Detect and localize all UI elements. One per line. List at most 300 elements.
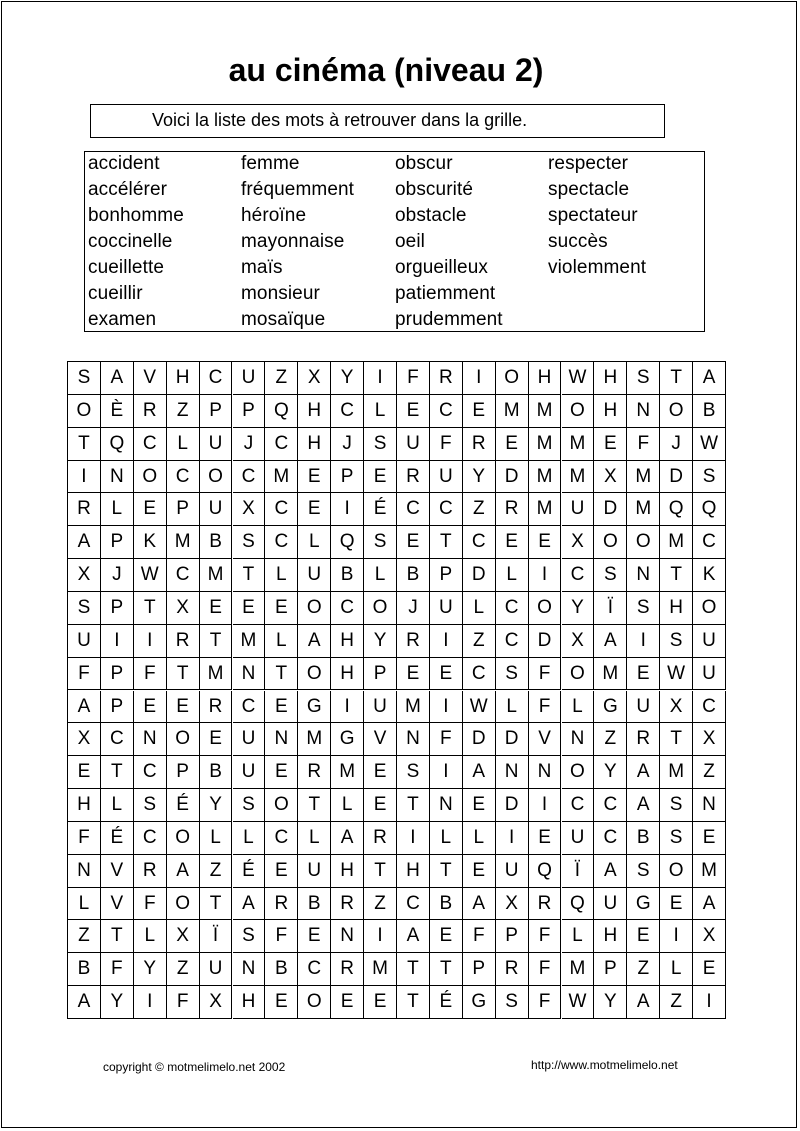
grid-cell[interactable]: R (496, 953, 529, 986)
grid-cell[interactable]: O (627, 526, 660, 559)
grid-cell[interactable]: H (298, 428, 331, 461)
grid-cell[interactable]: T (430, 526, 463, 559)
grid-cell[interactable]: A (101, 362, 134, 395)
grid-cell[interactable]: E (364, 756, 397, 789)
grid-cell[interactable]: S (594, 559, 627, 592)
grid-cell[interactable]: L (68, 888, 101, 921)
grid-cell[interactable]: M (265, 461, 298, 494)
grid-cell[interactable]: D (496, 723, 529, 756)
grid-cell[interactable]: E (298, 461, 331, 494)
grid-cell[interactable]: E (200, 723, 233, 756)
grid-cell[interactable]: L (562, 920, 595, 953)
grid-cell[interactable]: I (68, 461, 101, 494)
grid-cell[interactable]: M (233, 625, 266, 658)
grid-cell[interactable]: T (430, 855, 463, 888)
grid-cell[interactable]: C (397, 888, 430, 921)
grid-cell[interactable]: F (68, 822, 101, 855)
grid-cell[interactable]: O (496, 362, 529, 395)
grid-cell[interactable]: B (68, 953, 101, 986)
grid-cell[interactable]: O (298, 658, 331, 691)
grid-cell[interactable]: C (167, 559, 200, 592)
grid-cell[interactable]: T (397, 789, 430, 822)
grid-cell[interactable]: R (331, 953, 364, 986)
grid-cell[interactable]: L (364, 395, 397, 428)
grid-cell[interactable]: E (693, 953, 726, 986)
grid-cell[interactable]: C (331, 395, 364, 428)
grid-cell[interactable]: M (594, 658, 627, 691)
grid-cell[interactable]: H (331, 855, 364, 888)
grid-cell[interactable]: L (101, 493, 134, 526)
grid-cell[interactable]: O (265, 789, 298, 822)
grid-cell[interactable]: X (298, 362, 331, 395)
grid-cell[interactable]: F (529, 920, 562, 953)
grid-cell[interactable]: G (594, 691, 627, 724)
grid-cell[interactable]: R (397, 625, 430, 658)
grid-cell[interactable]: I (529, 789, 562, 822)
grid-cell[interactable]: A (68, 986, 101, 1019)
grid-cell[interactable]: V (364, 723, 397, 756)
grid-cell[interactable]: T (200, 888, 233, 921)
grid-cell[interactable]: A (331, 822, 364, 855)
grid-cell[interactable]: C (594, 789, 627, 822)
grid-cell[interactable]: E (627, 920, 660, 953)
grid-cell[interactable]: E (265, 592, 298, 625)
grid-cell[interactable]: A (627, 756, 660, 789)
grid-cell[interactable]: I (430, 625, 463, 658)
grid-cell[interactable]: R (430, 362, 463, 395)
grid-cell[interactable]: L (562, 691, 595, 724)
grid-cell[interactable]: W (134, 559, 167, 592)
grid-cell[interactable]: C (298, 953, 331, 986)
grid-cell[interactable]: E (331, 986, 364, 1019)
grid-cell[interactable]: L (430, 822, 463, 855)
grid-cell[interactable]: C (693, 526, 726, 559)
grid-cell[interactable]: S (496, 986, 529, 1019)
grid-cell[interactable]: A (298, 625, 331, 658)
grid-cell[interactable]: F (265, 920, 298, 953)
grid-cell[interactable]: B (298, 888, 331, 921)
grid-cell[interactable]: L (463, 822, 496, 855)
grid-cell[interactable]: S (627, 855, 660, 888)
grid-cell[interactable]: Z (660, 986, 693, 1019)
grid-cell[interactable]: P (233, 395, 266, 428)
grid-cell[interactable]: Y (101, 986, 134, 1019)
grid-cell[interactable]: R (463, 428, 496, 461)
grid-cell[interactable]: T (298, 789, 331, 822)
grid-cell[interactable]: E (233, 592, 266, 625)
grid-cell[interactable]: B (397, 559, 430, 592)
grid-cell[interactable]: I (134, 986, 167, 1019)
grid-cell[interactable]: C (496, 625, 529, 658)
grid-cell[interactable]: V (134, 362, 167, 395)
grid-cell[interactable]: X (200, 986, 233, 1019)
grid-cell[interactable]: F (529, 986, 562, 1019)
grid-cell[interactable]: T (101, 920, 134, 953)
grid-cell[interactable]: E (167, 691, 200, 724)
grid-cell[interactable]: C (233, 461, 266, 494)
grid-cell[interactable]: A (627, 789, 660, 822)
grid-cell[interactable]: O (594, 526, 627, 559)
grid-cell[interactable]: T (101, 756, 134, 789)
grid-cell[interactable]: M (529, 428, 562, 461)
grid-cell[interactable]: L (298, 822, 331, 855)
grid-cell[interactable]: D (463, 723, 496, 756)
grid-cell[interactable]: P (167, 493, 200, 526)
grid-cell[interactable]: R (68, 493, 101, 526)
grid-cell[interactable]: U (430, 461, 463, 494)
grid-cell[interactable]: L (496, 691, 529, 724)
grid-cell[interactable]: F (430, 428, 463, 461)
grid-cell[interactable]: G (463, 986, 496, 1019)
grid-cell[interactable]: N (101, 461, 134, 494)
grid-cell[interactable]: M (200, 658, 233, 691)
grid-cell[interactable]: L (660, 953, 693, 986)
grid-cell[interactable]: Y (594, 756, 627, 789)
grid-cell[interactable]: U (233, 362, 266, 395)
grid-cell[interactable]: Ï (562, 855, 595, 888)
grid-cell[interactable]: H (298, 395, 331, 428)
grid-cell[interactable]: Z (364, 888, 397, 921)
grid-cell[interactable]: N (562, 723, 595, 756)
grid-cell[interactable]: B (331, 559, 364, 592)
grid-cell[interactable]: N (134, 723, 167, 756)
grid-cell[interactable]: H (68, 789, 101, 822)
grid-cell[interactable]: B (200, 756, 233, 789)
grid-cell[interactable]: F (529, 691, 562, 724)
grid-cell[interactable]: L (298, 526, 331, 559)
grid-cell[interactable]: R (134, 395, 167, 428)
grid-cell[interactable]: N (265, 723, 298, 756)
grid-cell[interactable]: T (660, 362, 693, 395)
grid-cell[interactable]: O (660, 855, 693, 888)
grid-cell[interactable]: P (101, 526, 134, 559)
grid-cell[interactable]: C (134, 428, 167, 461)
grid-cell[interactable]: X (233, 493, 266, 526)
grid-cell[interactable]: Z (265, 362, 298, 395)
grid-cell[interactable]: U (298, 855, 331, 888)
grid-cell[interactable]: X (68, 559, 101, 592)
grid-cell[interactable]: C (134, 822, 167, 855)
grid-cell[interactable]: U (693, 625, 726, 658)
grid-cell[interactable]: É (364, 493, 397, 526)
grid-cell[interactable]: A (397, 920, 430, 953)
grid-cell[interactable]: E (134, 493, 167, 526)
grid-cell[interactable]: M (660, 526, 693, 559)
grid-cell[interactable]: L (364, 559, 397, 592)
grid-cell[interactable]: M (627, 493, 660, 526)
grid-cell[interactable]: Q (529, 855, 562, 888)
grid-cell[interactable]: Y (200, 789, 233, 822)
grid-cell[interactable]: C (200, 362, 233, 395)
grid-cell[interactable]: A (233, 888, 266, 921)
grid-cell[interactable]: T (660, 559, 693, 592)
grid-cell[interactable]: C (233, 691, 266, 724)
grid-cell[interactable]: C (101, 723, 134, 756)
grid-cell[interactable]: E (529, 526, 562, 559)
grid-cell[interactable]: O (364, 592, 397, 625)
grid-cell[interactable]: J (397, 592, 430, 625)
grid-cell[interactable]: B (693, 395, 726, 428)
grid-cell[interactable]: E (265, 986, 298, 1019)
grid-cell[interactable]: S (134, 789, 167, 822)
grid-cell[interactable]: I (430, 756, 463, 789)
grid-cell[interactable]: E (594, 428, 627, 461)
grid-cell[interactable]: Ï (594, 592, 627, 625)
grid-cell[interactable]: T (200, 625, 233, 658)
grid-cell[interactable]: Q (331, 526, 364, 559)
grid-cell[interactable]: Q (562, 888, 595, 921)
grid-cell[interactable]: I (463, 362, 496, 395)
grid-cell[interactable]: U (68, 625, 101, 658)
grid-cell[interactable]: N (233, 658, 266, 691)
grid-cell[interactable]: U (200, 428, 233, 461)
grid-cell[interactable]: S (364, 428, 397, 461)
grid-cell[interactable]: M (331, 756, 364, 789)
grid-cell[interactable]: H (397, 855, 430, 888)
grid-cell[interactable]: S (660, 822, 693, 855)
grid-cell[interactable]: E (529, 822, 562, 855)
grid-cell[interactable]: V (101, 855, 134, 888)
grid-cell[interactable]: D (496, 789, 529, 822)
grid-cell[interactable]: P (463, 953, 496, 986)
grid-cell[interactable]: N (627, 395, 660, 428)
grid-cell[interactable]: M (660, 756, 693, 789)
grid-cell[interactable]: O (167, 822, 200, 855)
grid-cell[interactable]: C (594, 822, 627, 855)
grid-cell[interactable]: F (430, 723, 463, 756)
grid-cell[interactable]: U (200, 493, 233, 526)
grid-cell[interactable]: L (265, 625, 298, 658)
grid-cell[interactable]: N (430, 789, 463, 822)
grid-cell[interactable]: A (627, 986, 660, 1019)
grid-cell[interactable]: P (496, 920, 529, 953)
grid-cell[interactable]: U (233, 756, 266, 789)
grid-cell[interactable]: A (693, 888, 726, 921)
grid-cell[interactable]: R (496, 493, 529, 526)
grid-cell[interactable]: E (627, 658, 660, 691)
grid-cell[interactable]: I (529, 559, 562, 592)
grid-cell[interactable]: W (562, 362, 595, 395)
grid-cell[interactable]: W (463, 691, 496, 724)
grid-cell[interactable]: U (364, 691, 397, 724)
grid-cell[interactable]: M (397, 691, 430, 724)
grid-cell[interactable]: D (529, 625, 562, 658)
grid-cell[interactable]: O (562, 756, 595, 789)
grid-cell[interactable]: M (167, 526, 200, 559)
grid-cell[interactable]: T (397, 986, 430, 1019)
grid-cell[interactable]: U (496, 855, 529, 888)
grid-cell[interactable]: C (397, 493, 430, 526)
grid-cell[interactable]: S (693, 461, 726, 494)
grid-cell[interactable]: E (397, 658, 430, 691)
grid-cell[interactable]: I (627, 625, 660, 658)
grid-cell[interactable]: M (627, 461, 660, 494)
grid-cell[interactable]: I (364, 362, 397, 395)
grid-cell[interactable]: É (430, 986, 463, 1019)
grid-cell[interactable]: G (298, 691, 331, 724)
grid-cell[interactable]: M (364, 953, 397, 986)
grid-cell[interactable]: I (660, 920, 693, 953)
grid-cell[interactable]: R (298, 756, 331, 789)
grid-cell[interactable]: S (233, 526, 266, 559)
grid-cell[interactable]: Q (265, 395, 298, 428)
grid-cell[interactable]: H (529, 362, 562, 395)
grid-cell[interactable]: Y (594, 986, 627, 1019)
grid-cell[interactable]: S (68, 362, 101, 395)
grid-cell[interactable]: H (233, 986, 266, 1019)
grid-cell[interactable]: U (200, 953, 233, 986)
grid-cell[interactable]: J (233, 428, 266, 461)
grid-cell[interactable]: H (660, 592, 693, 625)
grid-cell[interactable]: R (265, 888, 298, 921)
grid-cell[interactable]: E (298, 493, 331, 526)
grid-cell[interactable]: Z (627, 953, 660, 986)
grid-cell[interactable]: C (167, 461, 200, 494)
grid-cell[interactable]: O (529, 592, 562, 625)
grid-cell[interactable]: L (200, 822, 233, 855)
grid-cell[interactable]: M (496, 395, 529, 428)
grid-cell[interactable]: G (627, 888, 660, 921)
grid-cell[interactable]: S (397, 756, 430, 789)
grid-cell[interactable]: O (134, 461, 167, 494)
grid-cell[interactable]: C (265, 493, 298, 526)
grid-cell[interactable]: E (430, 920, 463, 953)
grid-cell[interactable]: É (167, 789, 200, 822)
grid-cell[interactable]: B (200, 526, 233, 559)
grid-cell[interactable]: T (430, 953, 463, 986)
grid-cell[interactable]: D (496, 461, 529, 494)
grid-cell[interactable]: X (660, 691, 693, 724)
grid-cell[interactable]: R (364, 822, 397, 855)
grid-cell[interactable]: Z (463, 493, 496, 526)
grid-cell[interactable]: R (529, 888, 562, 921)
grid-cell[interactable]: T (233, 559, 266, 592)
grid-cell[interactable]: A (463, 756, 496, 789)
grid-cell[interactable]: Z (200, 855, 233, 888)
grid-cell[interactable]: M (693, 855, 726, 888)
grid-cell[interactable]: V (529, 723, 562, 756)
grid-cell[interactable]: S (233, 920, 266, 953)
grid-cell[interactable]: I (331, 691, 364, 724)
grid-cell[interactable]: O (562, 395, 595, 428)
grid-cell[interactable]: N (529, 756, 562, 789)
grid-cell[interactable]: J (101, 559, 134, 592)
grid-cell[interactable]: E (364, 461, 397, 494)
grid-cell[interactable]: N (693, 789, 726, 822)
grid-cell[interactable]: P (101, 658, 134, 691)
grid-cell[interactable]: A (167, 855, 200, 888)
grid-cell[interactable]: X (68, 723, 101, 756)
grid-cell[interactable]: X (167, 920, 200, 953)
grid-cell[interactable]: E (397, 395, 430, 428)
grid-cell[interactable]: I (496, 822, 529, 855)
grid-cell[interactable]: Q (101, 428, 134, 461)
grid-cell[interactable]: Y (463, 461, 496, 494)
grid-cell[interactable]: I (101, 625, 134, 658)
grid-cell[interactable]: T (68, 428, 101, 461)
grid-cell[interactable]: Z (693, 756, 726, 789)
grid-cell[interactable]: H (594, 362, 627, 395)
grid-cell[interactable]: Q (660, 493, 693, 526)
grid-cell[interactable]: C (463, 526, 496, 559)
grid-cell[interactable]: T (134, 592, 167, 625)
grid-cell[interactable]: C (430, 395, 463, 428)
grid-cell[interactable]: X (594, 461, 627, 494)
grid-cell[interactable]: V (101, 888, 134, 921)
grid-cell[interactable]: C (562, 559, 595, 592)
grid-cell[interactable]: C (265, 822, 298, 855)
grid-cell[interactable]: L (167, 428, 200, 461)
grid-cell[interactable]: É (101, 822, 134, 855)
grid-cell[interactable]: E (496, 526, 529, 559)
grid-cell[interactable]: A (693, 362, 726, 395)
grid-cell[interactable]: O (562, 658, 595, 691)
grid-cell[interactable]: I (364, 920, 397, 953)
grid-cell[interactable]: Y (134, 953, 167, 986)
grid-cell[interactable]: M (562, 953, 595, 986)
grid-cell[interactable]: X (167, 592, 200, 625)
grid-cell[interactable]: P (331, 461, 364, 494)
grid-cell[interactable]: C (562, 789, 595, 822)
grid-cell[interactable]: E (463, 395, 496, 428)
grid-cell[interactable]: Z (167, 395, 200, 428)
grid-cell[interactable]: A (463, 888, 496, 921)
grid-cell[interactable]: J (331, 428, 364, 461)
grid-cell[interactable]: L (331, 789, 364, 822)
grid-cell[interactable]: L (265, 559, 298, 592)
grid-cell[interactable]: U (397, 428, 430, 461)
grid-cell[interactable]: E (265, 855, 298, 888)
grid-cell[interactable]: Z (463, 625, 496, 658)
grid-cell[interactable]: Y (331, 362, 364, 395)
grid-cell[interactable]: P (364, 658, 397, 691)
grid-cell[interactable]: X (562, 526, 595, 559)
grid-cell[interactable]: O (68, 395, 101, 428)
grid-cell[interactable]: N (496, 756, 529, 789)
grid-cell[interactable]: X (562, 625, 595, 658)
grid-cell[interactable]: T (397, 953, 430, 986)
grid-cell[interactable]: N (233, 953, 266, 986)
grid-cell[interactable]: I (693, 986, 726, 1019)
grid-cell[interactable]: S (68, 592, 101, 625)
grid-cell[interactable]: F (627, 428, 660, 461)
grid-cell[interactable]: E (693, 822, 726, 855)
grid-cell[interactable]: L (496, 559, 529, 592)
grid-cell[interactable]: E (397, 526, 430, 559)
grid-cell[interactable]: É (233, 855, 266, 888)
grid-cell[interactable]: I (397, 822, 430, 855)
grid-cell[interactable]: F (134, 658, 167, 691)
grid-cell[interactable]: S (627, 362, 660, 395)
grid-cell[interactable]: R (200, 691, 233, 724)
grid-cell[interactable]: Q (693, 493, 726, 526)
grid-cell[interactable]: M (562, 428, 595, 461)
grid-cell[interactable]: S (233, 789, 266, 822)
grid-cell[interactable]: U (594, 888, 627, 921)
grid-cell[interactable]: H (594, 395, 627, 428)
grid-cell[interactable]: S (364, 526, 397, 559)
grid-cell[interactable]: X (693, 920, 726, 953)
grid-cell[interactable]: U (298, 559, 331, 592)
grid-cell[interactable]: E (364, 986, 397, 1019)
grid-cell[interactable]: F (134, 888, 167, 921)
grid-cell[interactable]: E (265, 756, 298, 789)
grid-cell[interactable]: C (265, 428, 298, 461)
grid-cell[interactable]: E (463, 789, 496, 822)
grid-cell[interactable]: X (693, 723, 726, 756)
grid-cell[interactable]: E (660, 888, 693, 921)
grid-cell[interactable]: E (364, 789, 397, 822)
